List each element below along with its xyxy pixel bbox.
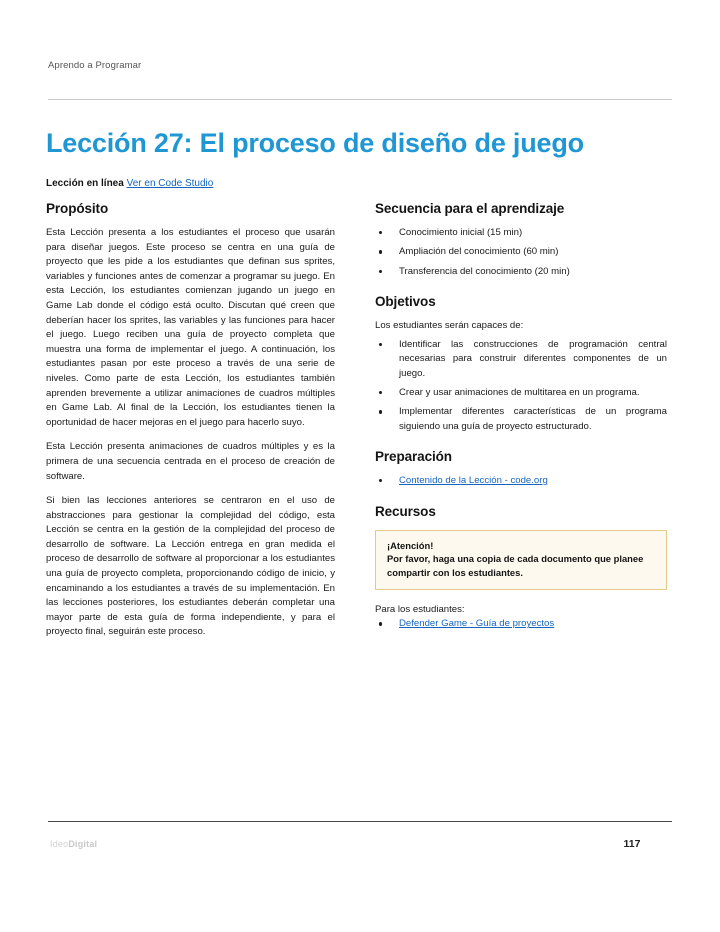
bullet-icon <box>379 622 382 625</box>
bullet-icon <box>379 250 382 253</box>
running-title: Aprendo a Programar <box>48 60 142 71</box>
code-studio-link[interactable]: Ver en Code Studio <box>126 178 214 189</box>
defender-game-guide-link[interactable]: Defender Game - Guía de proyectos <box>399 618 555 630</box>
objectives-lead: Los estudiantes serán capaces de: <box>375 320 524 332</box>
attention-callout <box>375 530 667 591</box>
callout-body: Por favor, haga una copia de cada documento que planee compartir con los estudiantes. <box>387 553 644 578</box>
online-lesson-line <box>46 177 666 190</box>
right-column <box>375 200 667 632</box>
list-item-label: Ampliación del conocimiento (60 min) <box>399 246 559 258</box>
preparation-heading: Preparación <box>375 449 452 465</box>
list-item <box>375 226 667 240</box>
page-number: 117 <box>623 838 641 850</box>
list-item-label: Conocimiento inicial (15 min) <box>399 227 523 238</box>
purpose-paragraph-3: Si bien las lecciones anteriores se centraron en el uso de abstracciones para gestionar la complejidad del código, esta Lección se centra en la gestión de la complejidad del proceso de desarrollo de software. La Lección entrega en gran medida el proceso de desarrollo de software al proporcionar a los estudiantes una guía de proyecto completa, proporcionando código de inicio, y encaminando a los estudiantes a través de su implementación. En las lecciones posteriores, los estudiantes deberán completar una mayor parte de esta guía de forma independiente, y para el proyecto final, seguirán este proceso. <box>46 495 335 638</box>
footer-logo-bold: Digital <box>68 839 98 849</box>
left-column <box>46 200 335 640</box>
list-item <box>375 474 667 488</box>
objectives-heading: Objetivos <box>375 294 436 310</box>
resources-heading: Recursos <box>375 503 436 519</box>
page-header <box>48 60 672 72</box>
footer-logo <box>50 838 97 850</box>
purpose-paragraph-1: Esta Lección presenta a los estudiantes el proceso que usarán para diseñar juegos. Este proceso se centra en una guía de proyecto que les pide a los estudiantes que definan sus sprites, variables y funciones antes de comenzar a programar su juego. En esta Lección, los estudiantes comienzan jugando un juego en Game Lab donde el código está oculto. Discutan qué creen que deberían hacer los sprites, las variables y las funciones para hacer el juego. Luego reciben una guía de proyecto completa que muestra una forma de implementar el juego. A continuación, los estudiantes pasan por este proceso a través de una serie de niveles. Como parte de esta Lección, los estudiantes también aprenden brevemente a utilizar animaciones de cuadros múltiples en Game Lab. Al final de la Lección, los estudiantes tienen la oportunidad de hacer mejoras en el juego para hacerlo suyo. <box>46 227 335 428</box>
list-item <box>375 405 667 434</box>
objectives-list <box>375 338 667 434</box>
preparation-list <box>375 474 667 488</box>
list-item <box>375 245 667 259</box>
students-label: Para los estudiantes: <box>375 604 465 616</box>
footer-divider <box>48 821 672 822</box>
bullet-icon <box>379 391 382 394</box>
bullet-icon <box>379 479 382 482</box>
list-item <box>375 265 667 279</box>
sequence-heading: Secuencia para el aprendizaje <box>375 201 565 216</box>
bullet-icon <box>379 270 382 273</box>
bullet-icon <box>379 343 382 346</box>
purpose-heading: Propósito <box>46 201 109 216</box>
list-item-label: Implementar diferentes características de un programa siguiendo una guía de proyecto estructurado. <box>399 406 667 432</box>
purpose-paragraph-2: Esta Lección presenta animaciones de cuadros múltiples y es la primera de una secuencia centrada en el proceso de creación de software. <box>46 441 335 482</box>
list-item-label: Identificar las construcciones de programación central necesarias para construir diferentes componentes de un juego. <box>399 338 667 379</box>
list-item <box>375 617 667 631</box>
lesson-title: Lección 27: El proceso de diseño de juego <box>46 128 584 158</box>
list-item-label: Crear y usar animaciones de multitarea en un programa. <box>399 386 640 398</box>
sequence-list <box>375 226 667 279</box>
callout-title: ¡Atención! <box>387 539 434 551</box>
footer-logo-light: Ideo <box>50 839 69 849</box>
bullet-icon <box>379 410 382 413</box>
lesson-content-link[interactable]: Contenido de la Lección - code.org <box>399 475 548 487</box>
online-lesson-label: Lección en línea <box>46 178 124 189</box>
list-item-label: Transferencia del conocimiento (20 min) <box>399 265 570 277</box>
list-item <box>375 338 667 381</box>
student-resources-list <box>375 617 667 631</box>
header-divider <box>48 99 672 100</box>
bullet-icon <box>379 231 382 234</box>
list-item <box>375 386 667 400</box>
